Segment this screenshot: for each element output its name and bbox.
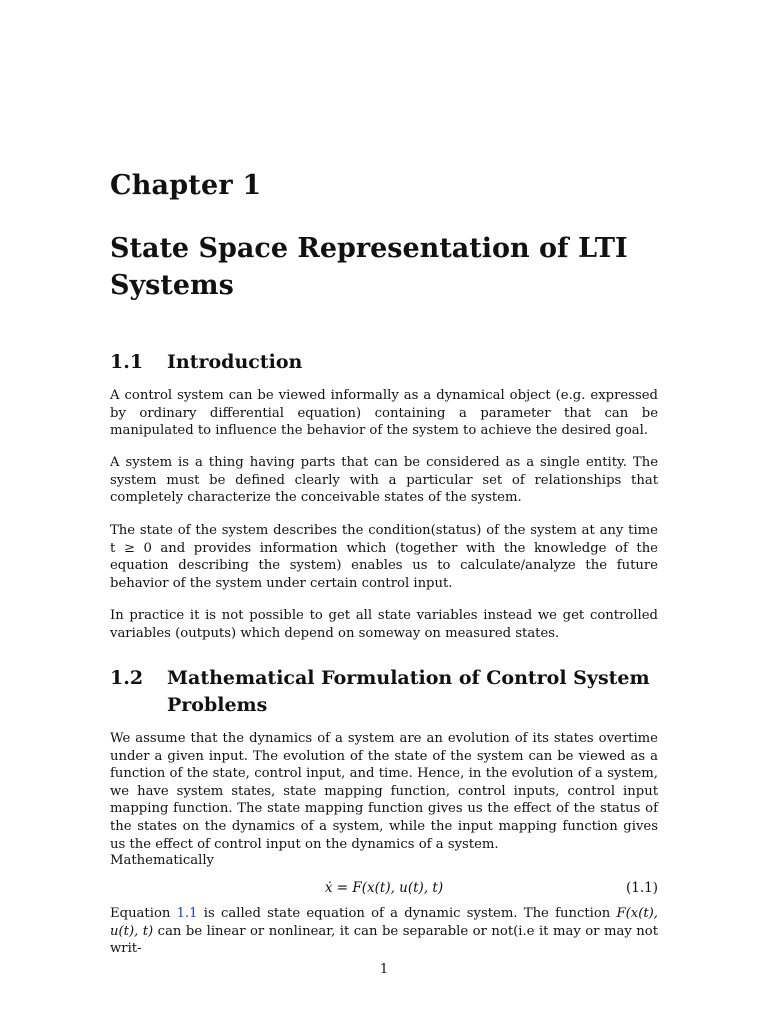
document-page (110, 0, 658, 1024)
paragraph (110, 905, 658, 958)
paragraph-text: Equation (110, 906, 177, 921)
paragraph: A system is a thing having parts that can be considered as a single entity. The system must be defined clearly with a particular set of relationships that completely characterize the conceivable states of the system. (110, 455, 658, 506)
paragraph: In practice it is not possible to get all state variables instead we get controlled variables (outputs) which depend on someway on measured states. (110, 608, 658, 641)
paragraph: The state of the system describes the condition(status) of the system at any time t ≥ 0 and provides information which (together with the knowledge of the equation describing the system) enables us to calculate/analyze the future behavior of the system under certain control input. (110, 523, 658, 591)
page-number: 1 (379, 962, 389, 977)
section-heading-mathematical-formulation (110, 665, 658, 719)
paragraph: A control system can be viewed informally as a dynamical object (e.g. expressed by ordinary differential equation) containing a parameter that can be manipulated to influence the behavior of the system to achieve the desired goal. (110, 388, 658, 439)
equation-number: (1.1) (625, 880, 658, 896)
section-title: Introduction (167, 351, 303, 373)
equation-expression: ẋ = F(x(t), u(t), t) (324, 880, 444, 896)
paragraph: We assume that the dynamics of a system are an evolution of its states overtime under a given input. The evolution of the state of the system can be viewed as a function of the state, control input, and time. Hence, in the evolution of a system, we have system states, state mapping function, control inputs, control input mapping function. The state mapping function gives us the effect of the status of the states on the dynamics of a system, while the input mapping function gives us the effect of control input on the dynamics of a system. (110, 731, 658, 852)
paragraph-text: is called state equation of a dynamic system. The function (197, 906, 617, 921)
section-number: 1.2 (110, 667, 144, 689)
paragraph-text: can be linear or nonlinear, it can be separable or not(i.e it may or may not writ- (110, 923, 658, 957)
paragraph: Mathematically (110, 853, 214, 868)
section-heading-introduction (110, 349, 658, 376)
chapter-title: State Space Representation of LTI Systems (110, 233, 628, 301)
chapter-label: Chapter 1 (110, 170, 262, 201)
equation-1-1 (110, 880, 658, 900)
math-function: F(x(t), u(t), t) (110, 906, 658, 939)
section-title: Mathematical Formulation of Control System Problems (167, 667, 650, 716)
equation-reference-link[interactable]: 1.1 (176, 906, 198, 921)
section-number: 1.1 (110, 351, 144, 373)
